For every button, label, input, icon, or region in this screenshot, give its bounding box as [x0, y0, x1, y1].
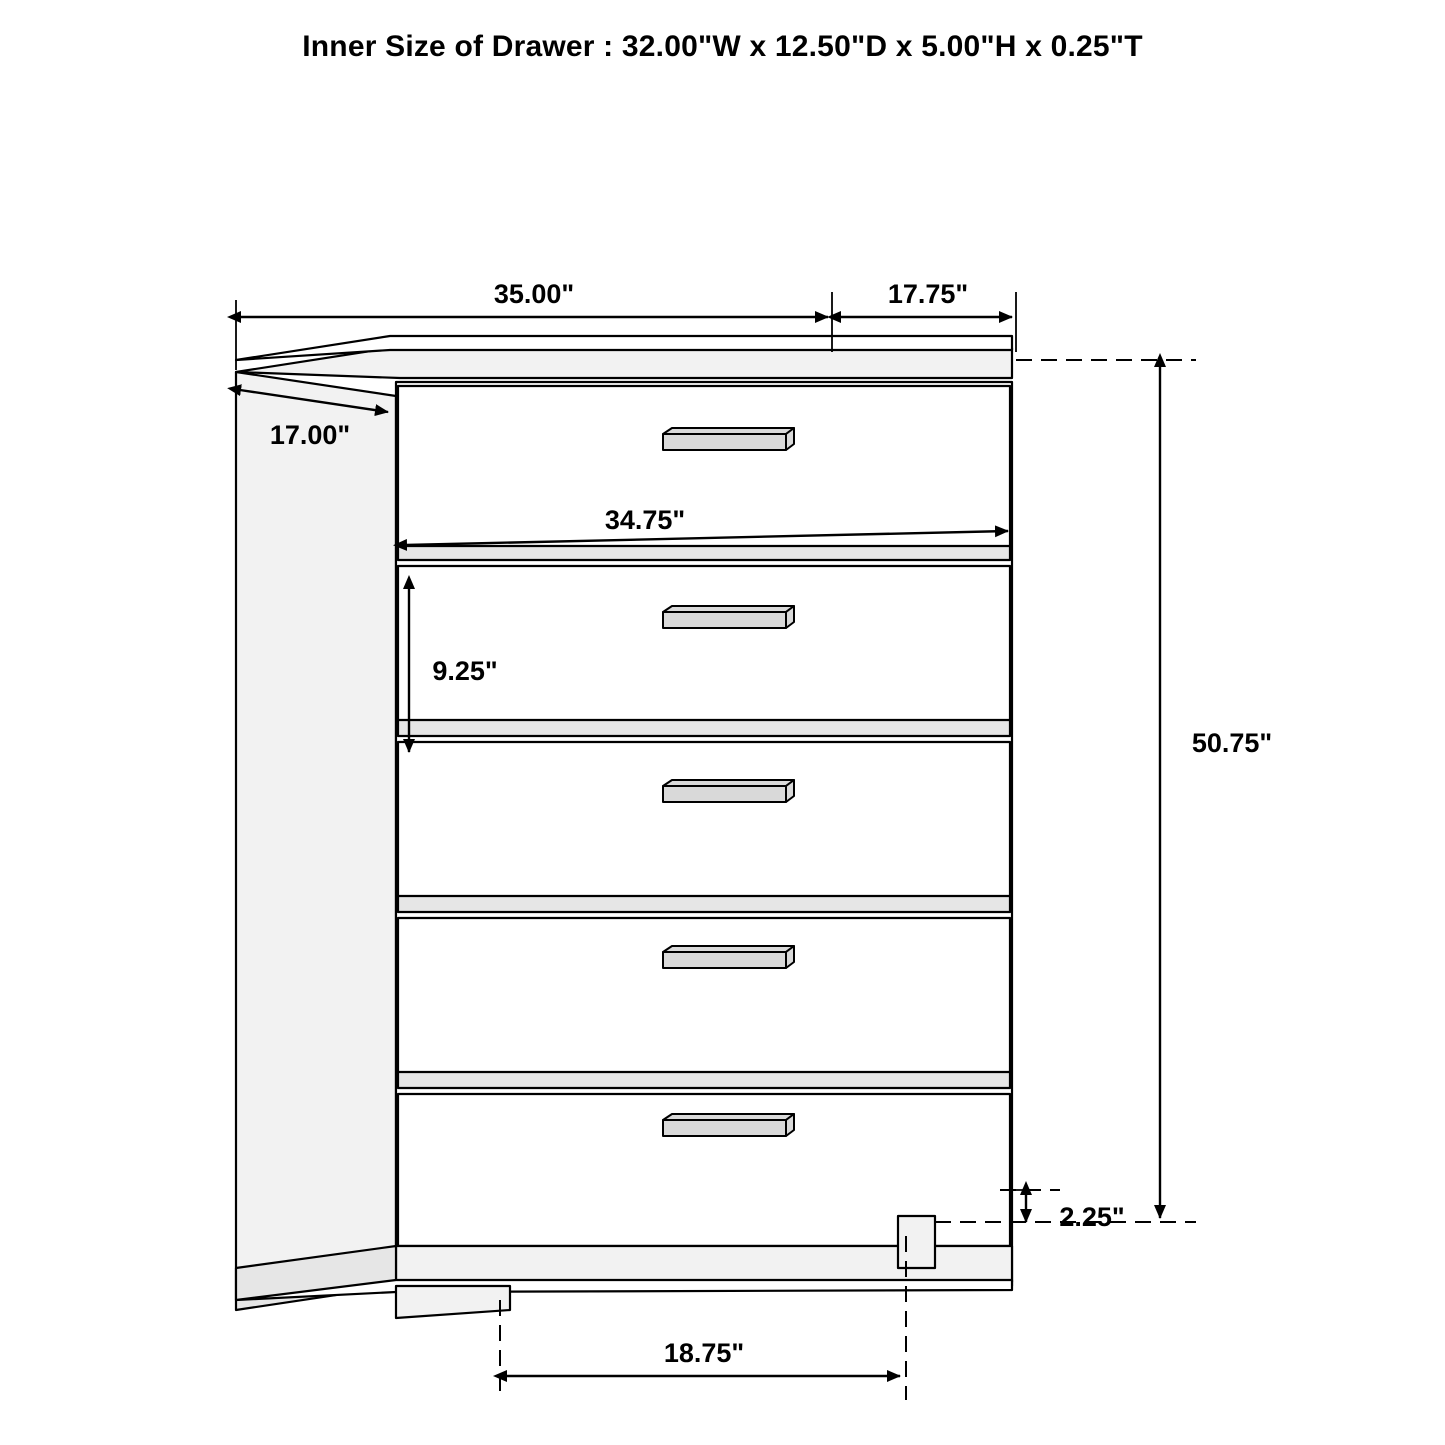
drawer-handle-5	[663, 1114, 794, 1136]
drawer-front-3	[398, 742, 1010, 902]
drawer-front-1	[398, 386, 1010, 552]
dim-label-plinth-height: 2.25"	[1059, 1202, 1125, 1232]
drawer-gap-3	[398, 896, 1010, 912]
drawer-handle-3	[663, 780, 794, 802]
drawer-front-2	[398, 566, 1010, 726]
dim-label-side-depth: 17.00"	[269, 420, 351, 450]
drawer-gap-4	[398, 1072, 1010, 1088]
drawer-gap-1	[398, 546, 1010, 560]
drawer-front-4	[398, 918, 1010, 1078]
chest-illustration	[236, 336, 1012, 1318]
chest-front-foot-left	[396, 1286, 510, 1318]
drawer-handle-4	[663, 946, 794, 968]
page-title: Inner Size of Drawer : 32.00"W x 12.50"D x 5.00"H x 0.25"T	[302, 30, 1143, 63]
dim-label-top-width: 35.00"	[493, 279, 575, 309]
dim-label-overall-height: 50.75"	[1191, 728, 1273, 758]
dim-label-drawer-height: 9.25"	[432, 656, 498, 686]
chest-left-side-panel	[236, 372, 396, 1300]
dim-label-drawer-width: 34.75"	[604, 505, 686, 535]
drawer-gap-2	[398, 720, 1010, 736]
drawer-handle-2	[663, 606, 794, 628]
chest-foot-right	[898, 1216, 935, 1268]
dim-label-foot-offset: 18.75"	[663, 1338, 745, 1368]
dim-label-top-depth: 17.75"	[887, 279, 969, 309]
drawer-handle-1	[663, 428, 794, 450]
